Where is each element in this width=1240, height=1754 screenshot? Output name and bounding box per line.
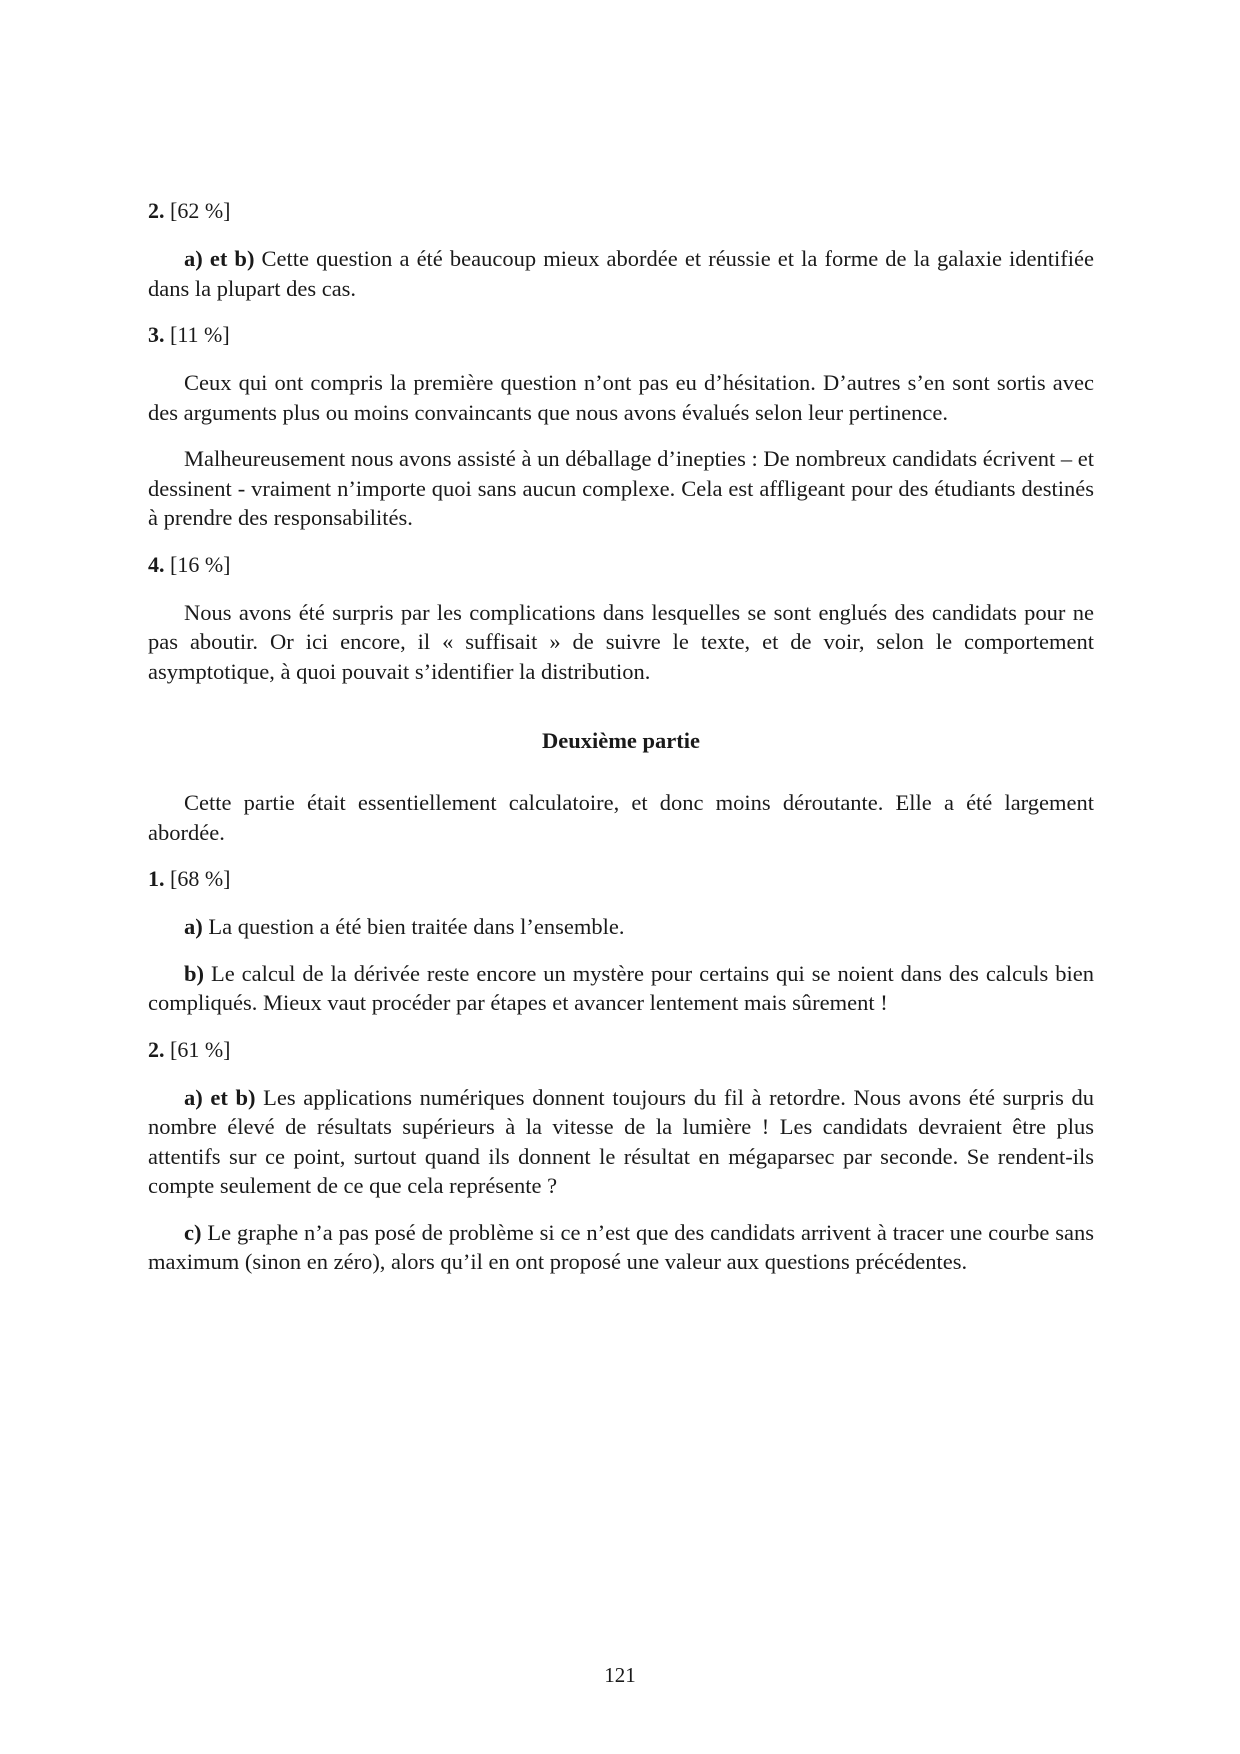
- sub-question-label: a) et b): [184, 246, 255, 271]
- question-percent: [16 %]: [170, 551, 231, 577]
- question-heading-2: [148, 196, 1094, 226]
- question-number: 3.: [148, 322, 165, 347]
- paragraph-q3-1: Ceux qui ont compris la première question n’ont pas eu d’hésitation. D’autres s’en sont sortis avec des arguments plus ou moins convaincants que nous avons évalués selon leur pertinence.: [148, 370, 1094, 425]
- paragraph-text: Les applications numériques donnent toujours du fil à retordre. Nous avons été surpris du nombre élevé de résultats supérieurs à la vitesse de la lumière ! Les candidats devraient être plus attentifs sur ce point, surtout quand ils donnent le résultat en mégaparsec par seconde. Se rendent-ils compte seulement de ce que cela représente ?: [148, 1084, 1095, 1198]
- paragraph-q2-ab: [148, 244, 1094, 303]
- question-heading-p2-1: [148, 864, 1094, 894]
- paragraph-p2q1-a: [148, 912, 1094, 942]
- paragraph-text: Le graphe n’a pas posé de problème si ce n’est que des candidats arrivent à tracer une courbe sans maximum (sinon en zéro), alors qu’il en ont proposé une valeur aux questions précédentes.: [148, 1219, 1094, 1274]
- document-body: [148, 196, 1094, 1294]
- paragraph-p2q2-ab: [148, 1083, 1094, 1201]
- question-number: 2.: [148, 198, 165, 223]
- question-percent: [62 %]: [170, 198, 231, 223]
- question-number: 4.: [148, 551, 165, 577]
- question-percent: [68 %]: [170, 866, 231, 891]
- paragraph-q4: Nous avons été surpris par les complications dans lesquelles se sont englués des candidats pour ne pas aboutir. Or ici encore, il « suffisait » de suivre le texte, et de voir, selon le comportement asymptotique, à quoi pouvait s’identifier la distribution.: [148, 599, 1094, 684]
- question-number: 2.: [148, 1036, 165, 1062]
- sub-question-label: c): [184, 1219, 202, 1245]
- paragraph-part2-intro: Cette partie était essentiellement calculatoire, et donc moins déroutante. Elle a été largement abordée.: [148, 790, 1094, 845]
- paragraph-text: Cette question a été beaucoup mieux abordée et réussie et la forme de la galaxie identifiée dans la plupart des cas.: [148, 246, 1094, 301]
- question-percent: [61 %]: [170, 1036, 231, 1062]
- paragraph-q3-2: Malheureusement nous avons assisté à un déballage d’inepties : De nombreux candidats écrivent – et dessinent - vraiment n’importe quoi sans aucun complexe. Cela est affligeant pour des étudiants destinés à prendre des responsabilités.: [148, 446, 1094, 530]
- paragraph-text: Le calcul de la dérivée reste encore un mystère pour certains qui se noient dans des calculs bien compliqués. Mieux vaut procéder par étapes et avancer lentement mais sûrement !: [148, 960, 1094, 1015]
- sub-question-label: b): [184, 960, 205, 986]
- question-heading-p2-2: [148, 1035, 1094, 1065]
- paragraph-text: La question a été bien traitée dans l’ensemble.: [202, 914, 625, 939]
- paragraph-p2q2-c: [148, 1218, 1094, 1277]
- page-number: 121: [604, 1663, 636, 1687]
- sub-question-label: a) et b): [184, 1084, 256, 1110]
- section-title: Deuxième partie: [541, 728, 701, 753]
- question-percent: [11 %]: [170, 322, 230, 347]
- question-heading-4: [148, 550, 1094, 580]
- paragraph-p2q1-b: [148, 959, 1094, 1018]
- question-number: 1.: [148, 866, 165, 891]
- question-heading-3: [148, 320, 1094, 350]
- sub-question-label: a): [184, 914, 203, 939]
